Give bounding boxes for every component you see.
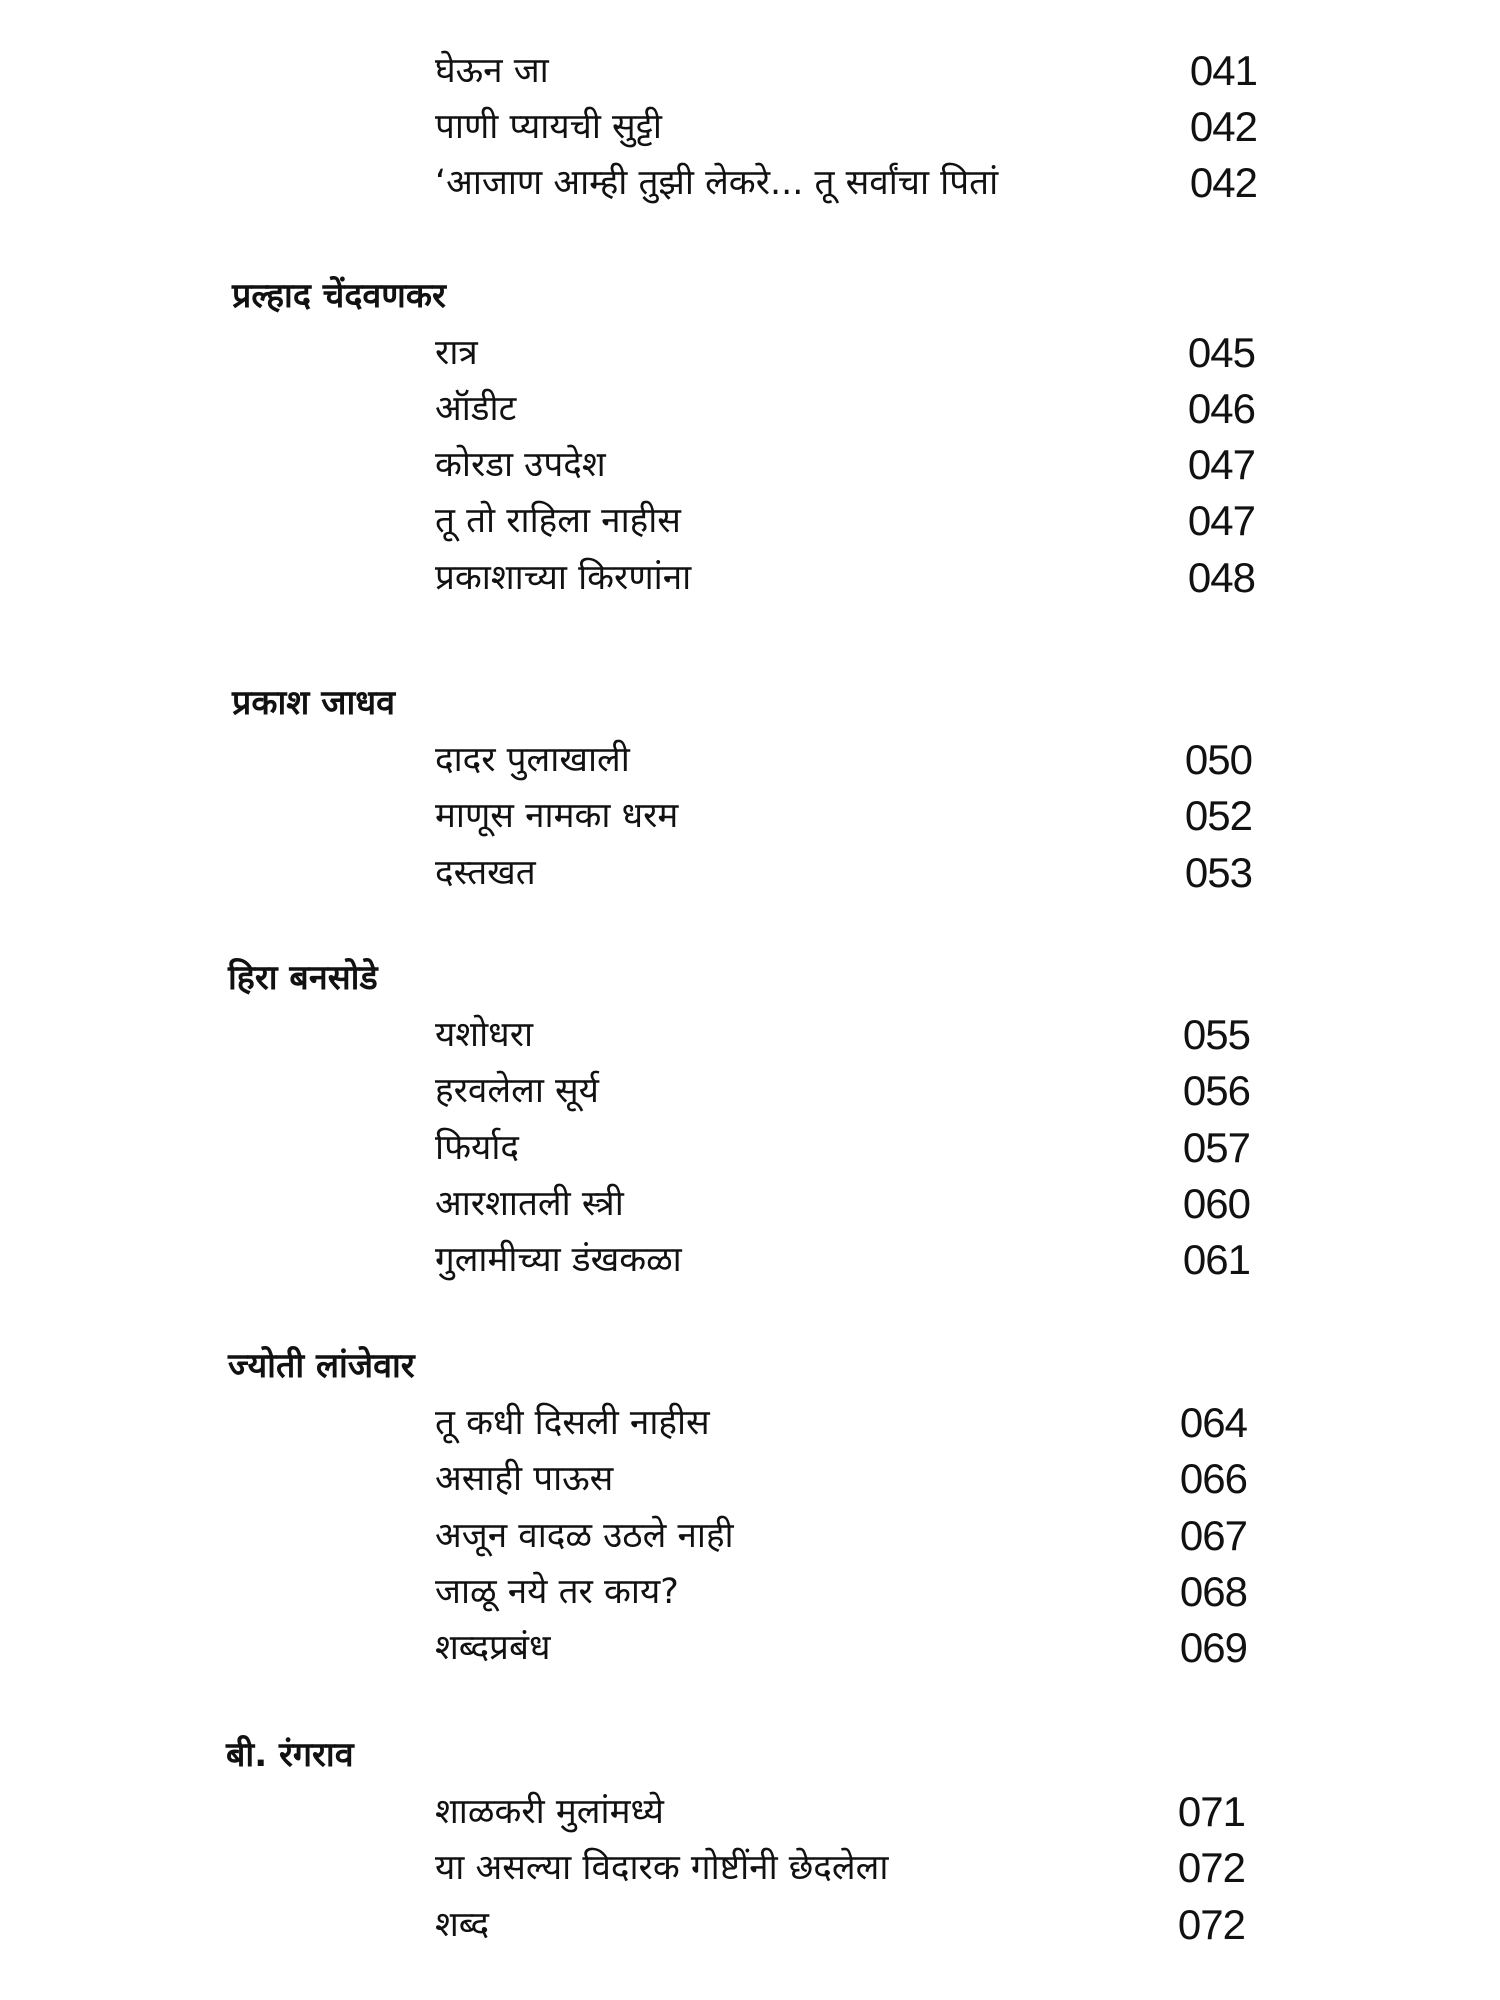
author-heading xyxy=(0,675,1500,731)
poem-title: रात्र xyxy=(435,333,478,373)
author-name: प्रकाश जाधव xyxy=(232,683,396,723)
author-name: हिरा बनसोडे xyxy=(228,958,378,998)
page-number: 067 xyxy=(1179,1512,1247,1559)
page-number: 048 xyxy=(1187,554,1255,601)
poem-title: शाळकरी मुलांमध्ये xyxy=(435,1792,664,1832)
toc-entry xyxy=(0,493,1500,549)
poem-title: कोरडा उपदेश xyxy=(435,445,606,485)
toc-entry xyxy=(0,1508,1500,1564)
toc-entry xyxy=(0,1395,1500,1451)
page-number: 068 xyxy=(1179,1568,1247,1615)
poem-title: शब्दप्रबंध xyxy=(435,1628,551,1668)
poem-title: हरवलेला सूर्य xyxy=(435,1071,599,1111)
author-heading xyxy=(0,950,1500,1006)
poem-title: घेऊन जा xyxy=(435,51,549,91)
page-number: 071 xyxy=(1177,1788,1245,1835)
toc-entry xyxy=(0,155,1500,211)
page-number: 042 xyxy=(1189,159,1257,206)
poem-title: तू तो राहिला नाहीस xyxy=(435,501,681,541)
page-number: 041 xyxy=(1189,47,1257,94)
page-number: 047 xyxy=(1187,497,1255,544)
poem-title: गुलामीच्या डंखकळा xyxy=(435,1240,682,1280)
toc-entry xyxy=(0,788,1500,844)
toc-entry xyxy=(0,1063,1500,1119)
toc-entry xyxy=(0,1897,1500,1953)
toc-entry xyxy=(0,43,1500,99)
page-number: 046 xyxy=(1187,385,1255,432)
author-name: ज्योती लांजेवार xyxy=(228,1346,415,1386)
poem-title: दस्तखत xyxy=(435,853,536,893)
poem-title: अजून वादळ उठले नाही xyxy=(435,1516,734,1556)
toc-entry xyxy=(0,845,1500,901)
page-number: 053 xyxy=(1184,849,1252,896)
toc-entry xyxy=(0,1451,1500,1507)
poem-title: आरशातली स्त्री xyxy=(435,1184,624,1224)
page-number: 072 xyxy=(1177,1901,1245,1948)
toc-entry xyxy=(0,550,1500,606)
poem-title: ऑडीट xyxy=(435,389,517,429)
author-heading xyxy=(0,1338,1500,1394)
author-heading xyxy=(0,268,1500,324)
poem-title: या असल्या विदारक गोष्टींनी छेदलेला xyxy=(435,1848,889,1888)
poem-title: प्रकाशाच्या किरणांना xyxy=(435,558,692,598)
toc-entry xyxy=(0,1840,1500,1896)
page-number: 064 xyxy=(1179,1399,1247,1446)
toc-entry xyxy=(0,1120,1500,1176)
toc-entry xyxy=(0,1176,1500,1232)
poem-title: यशोधरा xyxy=(435,1015,534,1055)
page-number: 057 xyxy=(1182,1124,1250,1171)
poem-title: शब्द xyxy=(435,1905,490,1945)
page-number: 055 xyxy=(1182,1011,1250,1058)
poem-title: जाळू नये तर काय? xyxy=(435,1572,679,1612)
page-number: 045 xyxy=(1187,329,1255,376)
page-number: 052 xyxy=(1184,792,1252,839)
author-name: बी. रंगराव xyxy=(226,1735,354,1775)
toc-entry xyxy=(0,1564,1500,1620)
poem-title: ‘आजाण आम्ही तुझी लेकरे... तू सर्वांचा पितां xyxy=(435,163,999,203)
page-number: 042 xyxy=(1189,103,1257,150)
page-number: 069 xyxy=(1179,1624,1247,1671)
toc-entry xyxy=(0,732,1500,788)
toc-entry xyxy=(0,381,1500,437)
page-number: 060 xyxy=(1182,1180,1250,1227)
author-name: प्रल्हाद चेंदवणकर xyxy=(232,276,446,316)
page-number: 061 xyxy=(1182,1236,1250,1283)
toc-entry xyxy=(0,437,1500,493)
page-number: 056 xyxy=(1182,1067,1250,1114)
poem-title: दादर पुलाखाली xyxy=(435,740,630,780)
page-number: 047 xyxy=(1187,441,1255,488)
toc-entry xyxy=(0,325,1500,381)
poem-title: फिर्याद xyxy=(435,1128,520,1168)
poem-title: पाणी प्यायची सुट्टी xyxy=(435,107,662,147)
toc-entry xyxy=(0,1784,1500,1840)
poem-title: तू कधी दिसली नाहीस xyxy=(435,1403,710,1443)
page-number: 072 xyxy=(1177,1844,1245,1891)
toc-entry xyxy=(0,99,1500,155)
page-number: 066 xyxy=(1179,1455,1247,1502)
toc-entry xyxy=(0,1007,1500,1063)
author-heading xyxy=(0,1727,1500,1783)
page-number: 050 xyxy=(1184,736,1252,783)
poem-title: असाही पाऊस xyxy=(435,1459,614,1499)
toc-entry xyxy=(0,1232,1500,1288)
poem-title: माणूस नामका धरम xyxy=(435,796,679,836)
toc-entry xyxy=(0,1620,1500,1676)
